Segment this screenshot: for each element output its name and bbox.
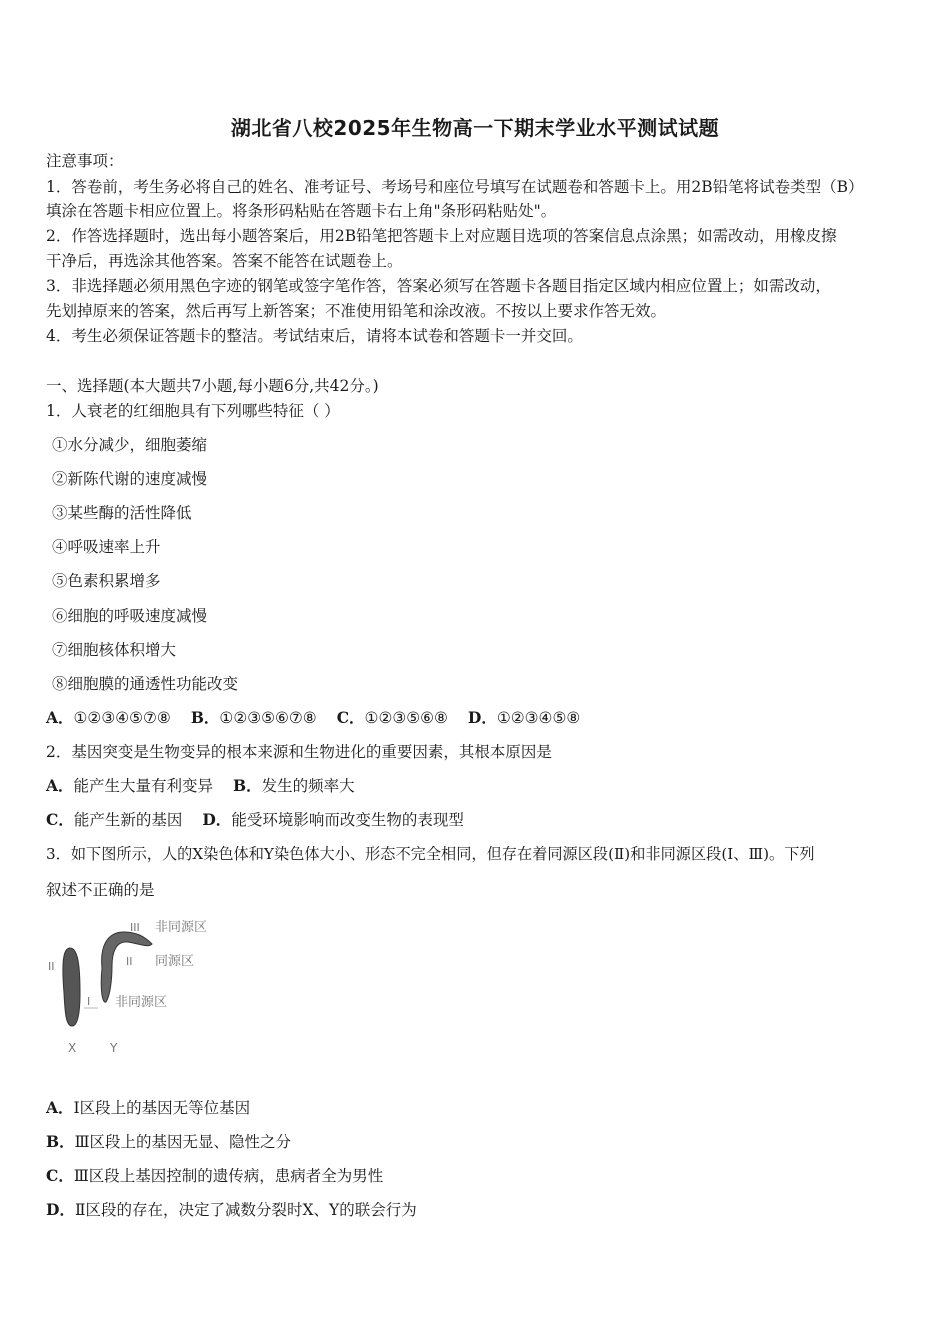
notice-line: 填涂在答题卡相应位置上。将条形码粘贴在答题卡右上角"条形码粘贴处"。 — [46, 202, 557, 220]
option-c[interactable]: ①②③⑤⑥⑧ — [364, 709, 448, 727]
section-heading: 一、选择题(本大题共7小题,每小题6分,共42分。) — [46, 377, 379, 395]
notice-line: 1．答卷前，考生务必将自己的姓名、准考证号、考场号和座位号填写在试题卷和答题卡上。用2B铅笔将试卷类型（B） — [46, 178, 864, 196]
notice-line: 干净后，再选涂其他答案。答案不能答在试题卷上。 — [46, 252, 403, 270]
option-letter: D． — [46, 1200, 75, 1219]
option-letter: D． — [202, 810, 232, 829]
option-letter: C． — [46, 810, 74, 829]
option-c[interactable]: 能产生新的基因 — [73, 811, 183, 829]
q1-item: ⑥细胞的呼吸速度减慢 — [52, 607, 208, 625]
q3-option-c[interactable] — [46, 1166, 383, 1186]
option-letter: A． — [46, 1098, 74, 1117]
q1-item: ⑦细胞核体积增大 — [52, 641, 177, 659]
q1-item: ⑤色素积累增多 — [52, 572, 161, 590]
notice-line: 4．考生必须保证答题卡的整洁。考试结束后，请将本试卷和答题卡一并交回。 — [46, 327, 583, 345]
notice-heading: 注意事项： — [46, 152, 124, 170]
label-i: I — [87, 995, 91, 1008]
question-1-stem: 1．人衰老的红细胞具有下列哪些特征（ ） — [46, 402, 340, 420]
q1-item: ⑧细胞膜的通透性功能改变 — [52, 675, 239, 693]
chromosome-figure — [40, 908, 240, 1058]
notice-line: 先划掉原来的答案，然后再写上新答案；不准使用铅笔和涂改液。不按以上要求作答无效。 — [46, 302, 667, 320]
label-iii: III — [130, 921, 140, 934]
question-3-stem-cont: 叙述不正确的是 — [46, 881, 155, 899]
q1-item: ①水分减少，细胞萎缩 — [52, 436, 208, 454]
label-iii-text: 非同源区 — [155, 920, 208, 935]
x-chromosome — [63, 948, 80, 1026]
option-text: Ⅲ区段上基因控制的遗传病，患病者全为男性 — [73, 1167, 384, 1185]
notice-line: 2．作答选择题时，选出每小题答案后，用2B铅笔把答题卡上对应题目选项的答案信息点涂黑；如需改动，用橡皮擦 — [46, 227, 837, 245]
question-2-options-row1 — [46, 776, 355, 796]
option-letter: A． — [46, 708, 74, 727]
question-2-options-row2 — [46, 810, 464, 830]
label-ii-left: II — [48, 960, 55, 973]
q3-option-a[interactable] — [46, 1098, 250, 1118]
question-1-options — [46, 708, 580, 728]
label-i-text: 非同源区 — [115, 995, 168, 1010]
option-letter: A． — [46, 776, 74, 795]
q3-option-b[interactable] — [46, 1132, 291, 1152]
option-d[interactable]: 能受环境影响而改变生物的表现型 — [231, 811, 464, 829]
option-letter: D． — [467, 708, 497, 727]
option-letter: B． — [190, 708, 220, 727]
option-text: Ⅲ区段上的基因无显、隐性之分 — [74, 1133, 292, 1151]
option-text: Ⅰ区段上的基因无等位基因 — [73, 1099, 251, 1117]
page-title: 湖北省八校2025年生物高一下期末学业水平测试试题 — [230, 116, 720, 140]
option-b[interactable]: ①②③⑤⑥⑦⑧ — [219, 709, 317, 727]
q3-option-d[interactable] — [46, 1200, 417, 1220]
label-ii: II — [126, 955, 133, 968]
option-b[interactable]: 发生的频率大 — [261, 777, 355, 795]
option-a[interactable]: 能产生大量有利变异 — [73, 777, 214, 795]
notice-line: 3．非选择题必须用黑色字迹的钢笔或签字笔作答，答案必须写在答题卡各题目指定区域内相应位置上；如需改动， — [46, 277, 831, 295]
option-a[interactable]: ①②③④⑤⑦⑧ — [73, 709, 171, 727]
option-letter: B． — [233, 776, 262, 795]
option-letter: C． — [46, 1166, 74, 1185]
q1-item: ④呼吸速率上升 — [52, 538, 161, 556]
label-x: X — [68, 1041, 77, 1055]
question-3-stem: 3．如下图所示，人的X染色体和Y染色体大小、形态不完全相同，但存在着同源区段(Ⅱ)和非同源区段(Ⅰ、Ⅲ)。下列 — [46, 845, 815, 863]
option-d[interactable]: ①②③④⑤⑧ — [496, 709, 581, 727]
option-letter: C． — [336, 708, 365, 727]
q1-item: ②新陈代谢的速度减慢 — [52, 470, 208, 488]
option-letter: B． — [46, 1132, 75, 1151]
q1-item: ③某些酶的活性降低 — [52, 504, 192, 522]
label-ii-text: 同源区 — [155, 954, 195, 969]
question-2-stem: 2．基因突变是生物变异的根本来源和生物进化的重要因素，其根本原因是 — [46, 743, 552, 761]
option-text: Ⅱ区段的存在，决定了减数分裂时X、Y的联会行为 — [74, 1201, 417, 1219]
label-y: Y — [110, 1041, 118, 1055]
